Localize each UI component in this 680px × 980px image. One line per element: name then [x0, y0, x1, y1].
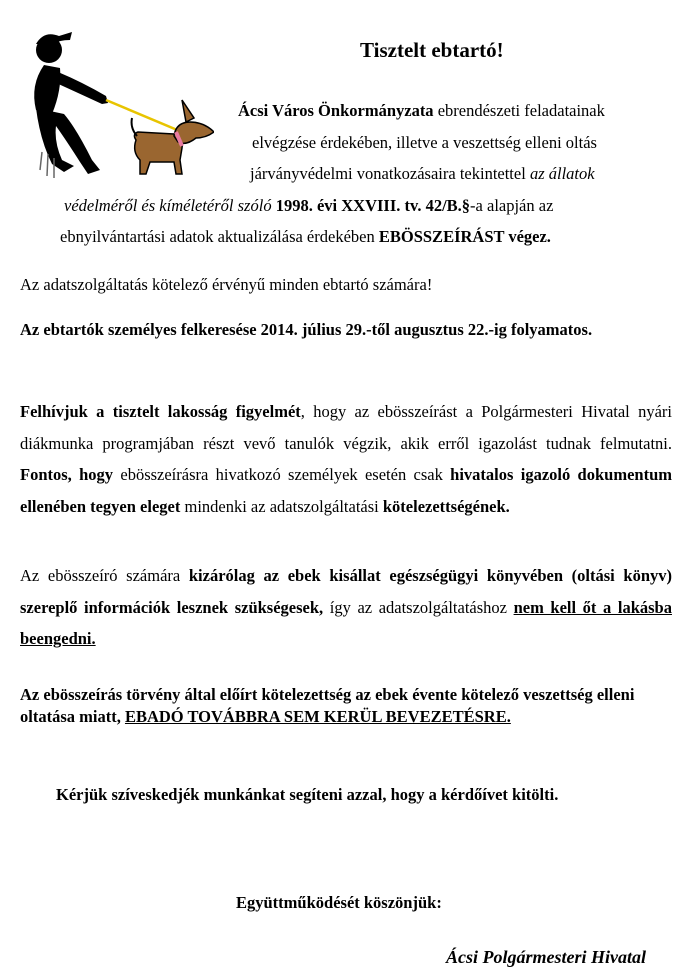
intro-line-2: elvégzése érdekében, illetve a veszettség elleni oltás [252, 132, 597, 152]
visit-period: Az ebtartók személyes felkeresése 2014. július 29.-től augusztus 22.-ig folyamatos. [20, 320, 593, 339]
notice-paragraph: Felhívjuk a tisztelt lakosság figyelmét, hogy az ebösszeírást a Polgármesteri Hivatal nyári diákmunka programjában részt vevő tanulók végzik, akik erről igazolást tudnak felmutatni. Fontos, hogy ebösszeírásra hivatkozó személyek esetén csak hivatalos igazoló dokumentum ellenében tegyen eleget mindenki az adatszolgáltatási kötelezettségének. [20, 402, 672, 516]
info-paragraph: Az ebösszeíró számára kizárólag az ebek kisállat egészségügyi könyvében (oltási könyv) szereplő információk lesznek szükségesek, így az adatszolgáltatáshoz nem kell őt a lakásba beengedni. [20, 566, 672, 648]
intro-line-3: járványvédelmi vonatkozásaira tekintettel az állatok [250, 164, 595, 183]
intro-line-1: Ácsi Város Önkormányzata ebrendészeti feladatainak [238, 101, 605, 120]
tax-paragraph: Az ebösszeírás törvény által előírt kötelezettség az ebek évente kötelező veszettség elleni oltatása miatt, EBADÓ TOVÁBBRA SEM KERÜL BEVEZETÉSRE. [20, 685, 635, 726]
request-line: Kérjük szíveskedjék munkánkat segíteni azzal, hogy a kérdőívet kitölti. [56, 785, 559, 804]
page-title: Tisztelt ebtartó! [360, 38, 504, 62]
thanks-line: Együttműködését köszönjük: [236, 893, 442, 912]
man-cap [36, 32, 72, 44]
intro-line-5: ebnyilvántartási adatok aktualizálása érdekében EBÖSSZEÍRÁST végez. [60, 227, 551, 246]
signature: Ácsi Polgármesteri Hivatal [446, 947, 646, 967]
mandatory-statement: Az adatszolgáltatás kötelező érvényű minden ebtartó számára! [20, 275, 433, 294]
intro-paragraph [20, 95, 646, 253]
intro-line-4: védelméről és kíméletéről szóló 1998. évi XXVIII. tv. 42/B.§-a alapján az [64, 195, 554, 215]
